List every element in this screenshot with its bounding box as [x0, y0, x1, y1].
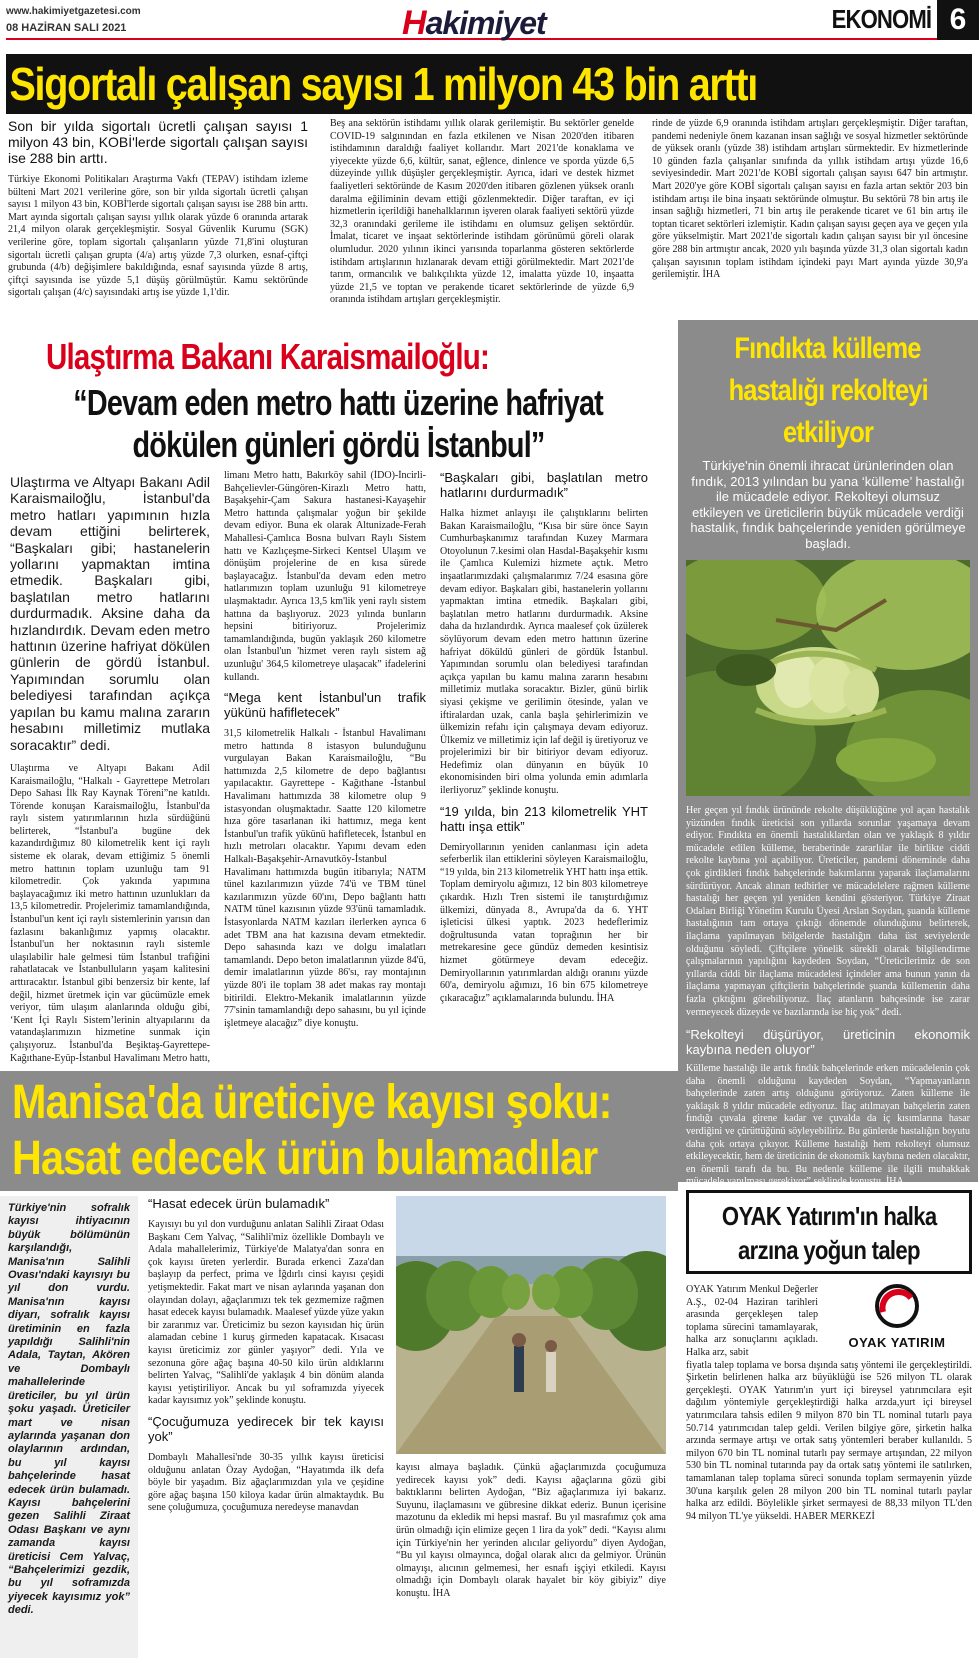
hazelnut-title — [678, 328, 978, 454]
metro-subheading-lines: “Başkaları gibi, başlatılan metro hatlarını durdurmadık” — [440, 470, 648, 500]
metro-subheading-traffic: “Mega kent İstanbul'un trafik yükünü hafifletecek” — [224, 690, 426, 721]
apricot-column-3 — [396, 1462, 666, 1658]
oyak-logo-text: OYAK YATIRIM — [848, 1334, 946, 1350]
hazelnut-body-1: Her geçen yıl fındık ürününde rekolte düşüklüğüne yol açan hastalık yüzünden fındık üreticisi son yıllarda sorunlar yaşamaya devam ediyor. Fındıkta en önemli hastalıklardan olan ve yaklaşık 8 yıldır mücadele edilen külleme, beraberinde zararlılar ile birlikte ciddi rekolte kaybına yol açabiliyor. Üreticiler, pandemi döneminde daha çok girdikleri fındık bahçelerinde bakımlarını yaparak ilaçlamalarını sürdürüyor. Ancak alınan tedbirler ve mücadelelere rağmen külleme hastalığı her geçen yıl yeniden kendini gösteriyor. Türkiye Ziraat Odaları Birliği Yönetim Kurulu Üyesi Arslan Soydan, şuanda külleme hastalığının tam ortaya çıktığı dönemde olunduğunu belirterek, ilaçlama yapılmayan bölgelerde hastalığın daha üst seviyelerde olduğunu söyledi. Çiftçilere yönelik sürekli olarak bilgilendirme çalışmalarının yapılığını kaydeden Soydan, “Üreticilerimiz de son yıllarda ciddi bir ilaçlama mücadelesi içindeler ama bunun yanın da ilaçlama yapmayan çiftçilerin bahçelerinde şuanda küllemenin daha fazla çıktığını görebiliyoruz. İlaç atanların bahçesinde ise zarar vermeyecek düzeyde ve bazılarında ise hiç yok” dedi. — [686, 805, 970, 1018]
metro-subheading-yht: “19 yılda, bin 213 kilometrelik YHT hattı inşa ettik” — [440, 803, 648, 834]
hazelnut-photo — [686, 560, 970, 796]
apricot-headline-line-1: Manisa'da üreticiye kayısı şoku: — [12, 1076, 612, 1129]
story1-body-3: rinde de yüzde 6,9 oranında istihdam artışları gerçekleşmiştir. Diğer taraftan, pandemi nedeniyle önem kazanan insan sağlığı ve sosyal hizmetler sektöründe de yüksek oranlı (yüzde 38) istihdam artışları sürmektedir. Ev hizmetlerinde 10 günden fazla çalışanlar sınıfında da yıllık istihdam artışı yüzde 16,6 seviyesindedir. Mart 2021'de KOBİ sigortalı çalışan sayısı 647 bin artmıştır. Mart 2020'ye göre KOBİ sigortalı çalışan sayısı en fazla artan sektör 203 bin istihdam artışı ile bina inşaatı sektöründe olmuştur. Bu sektörü 78 bin artış ile insan sağlığı hizmetleri, 71 bin artış ile perakende ticaret ve 61 bin artış ile toptan ticaret sektörleri izlemiştir. Kadın çalışan sayısı geçen aya ve geçen yıla göre yükselmiştir. Mart 2021'de sigortalı kadın çalışan sayısı bir yıl öncesine göre 288 bin artmıştır ancak, 2020 yılı başında yüzde 31,3 olan sigortalı kadın çalışan sayısının toplam istihdam içindeki payı Mart ayında yüzde 30,9'a gerilemiştir. İHA — [652, 118, 968, 281]
apricot-orchard-photo — [396, 1196, 666, 1454]
metro-body-3: Halka hizmet anlayışı ile çalıştıklarını belirten Bakan Karaismailoğlu, “Kısa bir süre önce Sayın Cumhurbaşkanımız tarafından Kuzey Marmara Otoyolunun 7.kesimi olan Hasdal-Başakşehir kısmı ile Çamlıca Kulemizi hizmete açtık. Metro inşaatlarımızdaki çalışmalarımız 7/24 esasına göre devam ediyor. Başkaları gibi, hastanelerin yollarını yapmaktan imtina etmedik. Başkaları gibi, başlatılan metro hatlarını durdurmadık. Aksine daha da hızlandırdık. Ayrıca maalesef çok üzülerek söylüyorum devam eden metro hattının üzerine hafriyat döküldü günleri de gördük İstanbul. Yapımından sorumlu olan belediyesi tarafından açıkça yapılan bu kamu malına zararın hesabını milletimiz mutlaka soracaktır. Bizler, günü birlik siyasi çekişme ve gerilimin ötesinde, yalan ve iftiralardan uzak, canla başla şehirlerimizin ve ülkemizin refahı için çalışmaya devam ediyoruz. Ülkemiz ve milletimiz için laf değil iş üretiyoruz ve projelerimizi bir bir bitiriyor devam ediyoruz. Hedefimiz olan dünyanın en büyük 10 ekonomisinden biri olma yolunda emin adımlarla ilerliyoruz” şeklinde konuştu. — [440, 508, 648, 797]
oyak-title-line-2: arzına yoğun talep — [738, 1235, 920, 1265]
oyak-body-top: OYAK Yatırım Menkul Değerler A.Ş., 02-04 Haziran tarihleri arasında gerçekleşen talep toplama sürecini tamamlayarak, halka arz sonuçlarını açıkladı. Halka arz, sabit — [686, 1284, 818, 1358]
apricot-body-3: kayısı almaya başladık. Çünkü ağaçlarımızda çocuğumuza yedirecek kayısı yok” dedi. Kayısı ağaçlarına gözü gibi baktıklarını belirten Aydoğan, “Biz ağaçlarımıza iyi bakarız. Suyunu, ilaçlamasını ve gübresine dikkat ederiz. Bunun içerisine mazotunu da ekledik mi hepsi masraf. Bu yıl masrafımız çok ama ürün olmadığı için elimize geçen 1 lira da yok” dedi. “Kayısı alımı için Türkiye'nin her yerinden alıcılar geliyordu” diyen Aydoğan, “Bu yıl kayısı olmayınca, doğal olarak alıcı da gelmiyor. Ürünün olmayışı, alıcının gelmemesi, her esnafı işçiyi etkiledi. Kayısı olmadığı için Dombaylı olarak hayalet bir köy gibiyiz” diye konuştu. İHA — [396, 1462, 666, 1599]
story1-body-1: Türkiye Ekonomi Politikaları Araştırma Vakfı (TEPAV) istihdam izleme bülteni Mart 2021 verilerine göre, son bir yılda sigortalı ücretli çalışan sayısı 1 milyon 43 bin, KOBİ'lerde sigortalı çalışan sayısı ise 288 bin arttı. Mart ayında sigortalı çalışan sayısı yıllık olarak yüzde 6 oranında artarak 21,4 milyon olarak gerçekleşmiştir. Sosyal Güvenlik Kurumu (SGK) verilerine göre, toplam sigortalı çalışanların yüzde 71,8'ini oluşturan sigortalı ücretli çalışan grupta (4/a) artış yüzde 7,3 olurken, esnaf-çiftçi grubunda (4/b) değişimlere bakıldığında, esnaf sayısında yüzde 8 artış, çiftçi sayısında ise yüzde 5,1 düşüş görülmüştür. Kamu sektöründe sigortalı çalışan (4/c) sayısındaki artış ise yüzde 1,1'dir. — [8, 174, 308, 299]
metro-title-line-1: “Devam eden metro hattı üzerine hafriyat — [73, 382, 603, 423]
metro-body-2: limanı Metro hattı, Bakırköy sahil (İDO)-İncirli-Bahçelievler-Güngören-Kirazlı Metro hattı, Başakşehir-Çam Sakura hastanesi-Kayaşehir Metro hattında çalışmalar yoğun bir şekilde devam ediyor. Buna ek olarak Altunizade-Ferah Mahallesi-Çamlıca Bosna bulvarı Raylı Sistem hattı ve Kazlıçeşme-Sirkeci Kentsel Ulaşım ve dönüşüm projelerine de en kısa sürede başlayacağız. İstanbul'da devam eden metro hatlarımızın toplam uzunluğu 91 kilometreye ulaşmaktadır. Ayrıca 13,5 km'lik yeni raylı sistem hattına da başlıyoruz. 2023 yılında bunların hepsini bitiriyoruz. Projelerimiz tamamlandığında, bugün yaklaşık 260 kilometre olan İstanbul'un 'hizmet veren raylı sistem ağ uzunluğu' 364,5 kilometreye ulaşacak” ifadelerini kullandı. — [224, 470, 426, 683]
apricot-subheading-children: “Çocuğumuza yedirecek bir tek kayısı yok” — [148, 1413, 384, 1444]
metro-lead: Ulaştırma ve Altyapı Bakanı Adil Karaismailoğlu, İstanbul'da metro hatları yapımının hızla devam ettiğini belirterek, “Başkaları gibi; hastanelerin yollarını yapmaktan imtina etmedik. Başkaları gibi, başlatılan metro hatlarını durdurmadık. Aksine daha da hızlandırdık. Devam eden metro hattının üzerine hafriyat dökülen günlerin de gördü İstanbul. Yapımından sorumlu olan belediyesi tarafından açıkça yapılan bu kamu malına zararın hesabını milletimiz mutlaka soracaktır” dedi. — [10, 474, 210, 753]
page-number: 6 — [937, 0, 979, 40]
metro-kicker: Ulaştırma Bakanı Karaismailoğlu: — [46, 336, 489, 377]
metro-body-3b: Demiryollarının yeniden canlanması için adeta seferberlik ilan ettiklerini söyleyen Karaismailoğlu, “19 yılda, bin 213 kilometrelik YHT hattı inşa ettik. Toplam demiryolu ağımızı, 12 bin 803 kilometreye çıkardık. Hızlı Tren sistemi ile tanıştırdığımız ülkemizi, dünyada 8., Avrupa'da da 6. YHT işleticisi ülkesi yaptık. 2023 hedeflerimiz doğrultusunda vatan toprağının her bir metrekaresine gece gündüz demeden kesintisiz hizmet götürmeye devam edeceğiz. Demiryollarının yatırımlardan aldığı oranını yüzde 60'a, demiryolu ağımızı, 16 bin 675 kilometreye çıkaracağız” açıklamalarında bulundu. İHA — [440, 841, 648, 1004]
hazelnut-subheading: “Rekolteyi düşürüyor, üreticinin ekonomik kaybına neden oluyor” — [686, 1027, 970, 1058]
headline-insured-workers — [6, 54, 972, 114]
story-metro — [6, 336, 670, 1066]
metro-title-line-2: dökülen günleri gördü İstanbul” — [132, 424, 544, 465]
orchard-image — [396, 1196, 666, 1454]
website-url[interactable]: www.hakimiyetgazetesi.com — [6, 6, 141, 17]
metro-title — [6, 382, 670, 466]
story-insured-workers — [6, 118, 972, 328]
hazelnut-title-line-2: hastalığı rekolteyi — [728, 374, 928, 407]
story1-column-1 — [8, 118, 308, 328]
section-name: EKONOMİ — [831, 4, 931, 34]
hazelnut-lead: Türkiye'nin önemli ihracat ürünlerinden olan fındık, 2013 yılından bu yana ‘külleme’ hastalığı ile mücadele ediyor. Rekolteyi olumsuz etkileyen ve üreticilerin büyük mücadele verdiği hastalık, fındık bahçelerinde yeniden görülmeye başladı. — [690, 458, 966, 551]
hazelnut-image — [686, 560, 970, 796]
oyak-logo-icon — [875, 1284, 919, 1328]
hazelnut-body-2: Külleme hastalığı ile artık fındık bahçelerinde erken mücadelenin çok daha önemli olduğunu kaydeden Soydan, “Yapmayanların bahçelerinde zaten artış olduğunu görüyoruz. Zaten külleme ile yaklaşık 8 yıldır mücadele ediyoruz. İlaç atılmayan bahçelerin zaten fındığı çuvala girene kadar ve çuvalda da iç kısımlarına hasar verdiğini ve çürüttüğünü söyleyebiliriz. Bu günlerde hastalığın boyutu daha çok ortaya çıkıyor. Külleme hastalığı hem rekolteyi olumsuz etkileyecektir, hem de üreticinin de ekonomik kaybına neden olacaktır, en önemli tarafı da bu. Bu nedenle külleme ile ilgili muhakkak mücadele yapılması gerekiyor” şeklinde konuştu. İHA — [686, 1063, 970, 1188]
story1-body-2: Beş ana sektörün istihdamı yıllık olarak gerilemiştir. Bu sektörler genelde COVID-19 salgınından en fazla etkilenen ve Nisan 2020'den itibaren istihdamının daraldığı faaliyet kollarıdır. Mart 2021'de konaklama ve yiyecekte yüzde 6,6, kültür, sanat, eğlence, dinlence ve sporda yüzde 6,5 düzeyinde yıllık düşüşler gerçekleşmiştir. Ayrıca, idari ve destek hizmet faaliyetleri sektöründe de Kasım 2020'den itibaren gözlenen yüksek oranlı daralma eğiliminin devam ettiği gözlenmektedir. Diğer taraftan, ev içi hizmetlerin içerildiği hanehalklarının işveren olarak faaliyeti sektörü yüzde 32,3 oranındaki gerileme ile istihdamı en olumsuz gelişen sektördür. İmalat, ticaret ve inşaat sektörlerinde istihdam görünümü göreli olarak olumludur. 2020 yılının ikinci yarısında toparlanma gösteren sektörlerde istihdam artışlarının hızlanarak devam ettiği görülmektedir. Mart 2021'de tarım, ormancılık ve balıkçılıkta yüzde 12, imalatta yüzde 10, inşaatta yüzde 21,5 ve toptan ve perakende ticaret sektörlerinde de yüzde 6,9 oranında istihdam artışları gerçekleşmiştir. — [330, 118, 634, 306]
issue-date: 08 HAZİRAN SALI 2021 — [6, 22, 127, 34]
metro-column-3 — [440, 470, 648, 1066]
hazelnut-title-line-1: Fındıkta külleme — [734, 332, 922, 365]
apricot-headline — [0, 1071, 612, 1187]
headline-text: Sigortalı çalışan sayısı 1 milyon 43 bin arttı — [9, 58, 757, 110]
metro-column-1 — [10, 474, 210, 1066]
headline-apricot — [0, 1071, 678, 1191]
sidebar-hazelnut — [678, 320, 978, 1188]
metro-body-2b: 31,5 kilometrelik Halkalı - İstanbul Havalimanı metro hattında 8 istasyon bulunduğunu vurgulayan Bakan Karaismailoğlu, “Bu hattımızda 2,5 kilometre de depo bağlantısı yapılacaktır. Gayrettepe - Kağıthane -İstanbul Havalimanı hattımızda 38 kilometre olup 9 istasyondan oluşmaktadır. Saatte 120 kilometre hıza göre tasarlanan iki hattımız, mega kent İstanbul'un trafik yükünü hafifletecek, İstanbul en hızlı metroları olacaktır. Yapımı devam eden Halkalı-Başakşehir-Arnavutköy-İstanbul Havalimanı hattımızda bugün itibarıyla; NATM tünel kazılarımızın yüzde 74'ü ve TBM tünel kazılarımızın yüzde 60'ını, Depo bağlantı hattı NATM tünel kazısının yüzde 93'ünü tamamladık. İstasyonlarda NATM kazıları ilerlerken ayrıca 6 adet TBM ana hat kazısına devam etmektedir. Depo sahasında kazı ve dolgu imalatları tamamlandı. Depo beton imalatlarının yüzde 84'ü, demir imalatlarının yüzde 86'sı, ray montajının yüzde 80'i ile toplam 38 adet makas ray montajı bitirildi. Elektro-Mekanik imalatlarının yüzde 77'sinin tamamlandığı depo sahasını, bu yıl içinde işletmeye alacağız” diye konuştu. — [224, 728, 426, 1029]
story1-lead: Son bir yılda sigortalı ücretli çalışan sayısı 1 milyon 43 bin, KOBİ'lerde sigortalı çalışan sayısı ise 288 bin arttı. — [8, 118, 308, 166]
story1-column-2 — [330, 118, 634, 328]
oyak-logo — [822, 1284, 972, 1354]
oyak-body-main: fiyatla talep toplama ve borsa dışında satış yöntemi ile gerçekleştirildi. Şirketin belirlenen halka arz büyüklüğü ise 526 milyon TL olarak gerçekleşti. OYAK Yatırım'ın yurt içi bireysel yatırımcılara eşit dağılım yöntemiyle gerçekleştirdiği halka arzda,yurt içi bireysel yatırımcılara tahsis edilen 9 milyon 870 bin TL nominal tutarlı paya 50.714 yatırımcıdan talep geldi. Verilen bilgiye göre, şirketin halka arzında sermaye artışı ve ortak satış yöntemleri beraber kullanıldı. 5 milyon 670 bin TL nominal tutarlı pay sermaye artışından, 22 milyon 530 bin TL nominal tutarında pay da ortak satış yöntemi ile satılırken, tamamlanan talep toplama süreci sonunda toplam sermayenin yüzde 30'una karşılık gelen 28 milyon 200 bin TL nominal tutarlı paylar halka arz edildi. Böylelikle şirket sermayesi de 88,33 milyon TL'den 94 milyon TL'ye yükseldi. HABER MERKEZİ — [686, 1359, 972, 1522]
metro-column-2 — [224, 470, 426, 1066]
story1-column-3 — [652, 118, 968, 328]
story-oyak — [678, 1182, 978, 1658]
oyak-title-box — [686, 1190, 972, 1274]
apricot-body-2b: Dombaylı Mahallesi'nde 30-35 yıllık kayısı üreticisi olduğunu anlatan Özay Aydoğan, “Hayatımda ilk defa böyle bir yaşadım. Biz ağaçlarımızdan yıla ve çeşidine göre ağaç başına 150 kiloya kadar ürün almaktaydık. Bu sene çoluğumuza, çocuğumuza neredeyse manavdan — [148, 1451, 384, 1514]
metro-body-1: Ulaştırma ve Altyapı Bakanı Adil Karaismailoğlu, “Halkalı - Gayrettepe Metroları Depo Sahası İlk Ray Kaynak Töreni”ne katıldı. Törende konuşan Karaismailoğlu, İstanbul'da raylı sistem yatırımlarının hızla sürdüğünü belirterek, “İstanbul'a bugüne dek kazandırdığımız 80 kilometrelik kent içi raylı sisteme ek olarak, devam ettiğimiz 5 önemli metro hattının toplam uzunluğu tam 91 kilometredir. Çok yakında yapımına başlayacağımız iki metro hattının uzunlukları da 13,5 kilometredir. Projelerimiz tamamlandığında, İstanbul'un kent içi raylı sistemlerinin yarısın dan fazlasını bakanlığımız yapmış olacaktır. İstanbul'un her noktasının raylı sistemle ulaşılabilir hale gelmesi tüm İstanbul trafiğini rahatlatacak ve İstanbulluların yaşam kalitesini arttıracaktır. İstanbul gibi benzersiz bir kente, laf değil, hizmet üretmek için var gücümüzle emek veriyor, tüm ulaşım alanlarında olduğu gibi, ‘Kent İçi Raylı Sistem’lerinin altyapılarını da vatandaşlarımızın hizmetine sunmak için çalışıyoruz. İstanbul'da Beşiktaş-Gayrettepe-Kağıthane-Eyüp-İstanbul Havalimanı Metro hattı, — [10, 762, 210, 1064]
logo-initial: H — [402, 3, 426, 42]
oyak-title — [689, 1193, 969, 1267]
apricot-subheading-harvest: “Hasat edecek ürün bulamadık” — [148, 1196, 330, 1211]
oyak-body — [686, 1284, 972, 1523]
story-apricot — [0, 1196, 678, 1658]
apricot-lead: Türkiye'nin sofralık kayısı ihtiyacının büyük bölümünün karşılandığı, Manisa'nın Salihli Ovası'ndaki kayısıyı bu yıl don vurdu. Manisa'nın kayısı diyarı, sofralık kayısı üretiminin en fazla yapıldığı Salihli'nin Adala, Taytan, Akören ve Dombaylı mahallelerinde üreticiler, bu yıl ürün şoku yaşadı. Üreticiler mart ve nisan aylarında yaşanan don olaylarının ardından, bu yıl kayısı bahçelerinde hasat edecek ürün bulamadı. Kayısı bahçelerini gezen Salihli Ziraat Odası Başkanı ve aynı zamanda kayısı üreticisi Cem Yalvaç, “Bahçelerimizi gezdik, bu yıl soframızda yiyecek kayısımız yok” dedi. — [0, 1196, 138, 1658]
masthead — [0, 0, 979, 50]
hazelnut-body — [686, 805, 970, 1189]
logo-wordmark: akimiyet — [425, 4, 546, 41]
newspaper-logo — [402, 4, 598, 42]
oyak-title-line-1: OYAK Yatırım'ın halka — [721, 1201, 937, 1231]
apricot-body-2: Kayısıyı bu yıl don vurduğunu anlatan Salihli Ziraat Odası Başkanı Cem Yalvaç, “Salihli'miz özellikle Dombaylı ve Adala mahallelerimiz, Türkiye'de Malatya'dan sonra en çok kayısı üreten yerlerdir. Burada erkenci Zaza'dan başlayıp da perfect, prima ve İğdırlı cinsi kayısı çeşidi yetişmektedir. Fakat mart ve nisan aylarında yaşanan don olayından dolayı, ağaçlarımızı tek tek gezmemize rağmen hasat edecek kayısı bulamadık. Maalesef yüzde yüze yakın bir zararımız var. Üreticimiz bu sezon kayısıdan hiç ürün alamadan cebine 1 kuruş girmeden kapatacak. Kısacası kayısı üreticimiz zor günler yaşıyor” dedi. Yıla ve sezonuna göre ağaç başına 40-50 kilo ürün aldıklarını belirten Yalvaç, “Salihli'de yaklaşık 4 bin dönüm alanda kayısı yetiştiriliyor. Ancak bu yıl soframızda yiyecek kadar kayısımız yok” şeklinde konuştu. — [148, 1219, 384, 1407]
apricot-headline-line-2: Hasat edecek ürün bulamadılar — [12, 1132, 598, 1185]
apricot-column-2 — [148, 1196, 384, 1658]
hazelnut-title-line-3: etkiliyor — [782, 416, 874, 449]
